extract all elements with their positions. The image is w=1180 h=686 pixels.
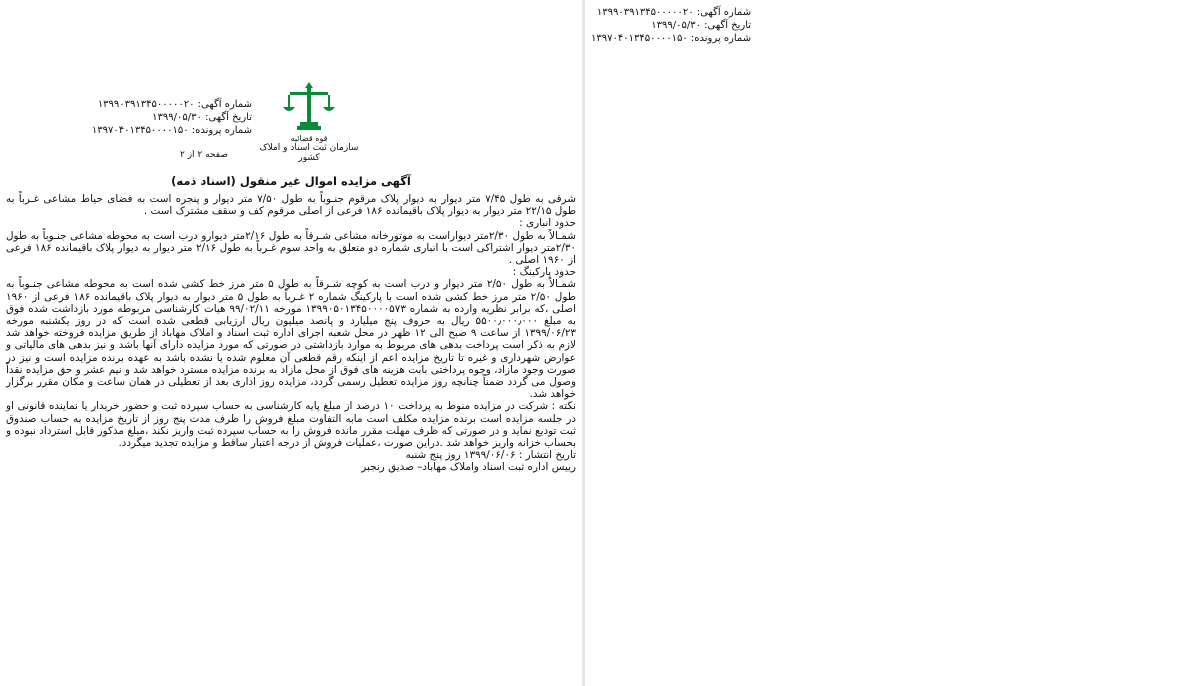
paragraph: نکته : شرکت در مزایده منوط به پرداخت ۱۰ درصد از مبلغ پایه کارشناسی به حساب سپرده ثبت و حضور خریدار یا نماینده قانونی او در جلسه مزایده است برنده مزایده مکلف است مابه التفاوت مبلغ فروش را ظرف مدت پنج روز از تاریخ مزایده به حساب صندوق ثبت تودیع نماید و در صورتی که ظرف مهلت مقرر مانده فروش را به حساب سپرده ثبت واریز نکند ،مبلغ مذکور قابل استرداد نبوده و بحساب خزانه واریز خواهد شد .دراین صورت ،عملیات فروش از درجه اعتبار ساقط و مزایده تجدید میگردد. — [6, 400, 576, 450]
notice-title: آگهی مزایده اموال غیر منقول (اسناد ذمه) — [171, 174, 411, 188]
paragraph: حدود انباری : — [519, 217, 576, 230]
paragraph: شمـالاً به طول ۲/۵۰ متر دیوار و درب است به کوچه شـرقاً به طول ۵ متر مرز خط کشی شده است به محوطه مشاعی جنـوباً به طول ۲/۵۰ متر مرز خط کشی شده است با پارکینگ شماره ۲ غـرباً به طول ۵ متر دیوار به دیوار پلاک باقیمانده ۱۸۶ فرعی از ۱۹۶۰ اصلی ،که برابر نظریه وارده به شماره ۱۳۹۹۰۵۰۱۳۴۵۰۰۰۰۵۷۳ مورخه ۹۹/۰۲/۱۱ هیات کارشناسی مربوطه مورد بازداشت شده فوق به مبلغ ۵۵۰۰٫۰۰۰٫۰۰۰ ریال به حروف پنج میلیارد و پانصد میلیون ریال ارزیابی قطعی شده است که در روز یکشنبه مورخه ۱۳۹۹/۰۶/۲۳ از ساعت ۹ صبح الی ۱۲ ظهر در محل شعبه اجرای اداره ثبت اسناد و املاک مهاباد از طریق مزایده فروخته خواهد شد لازم به ذکر است پرداخت بدهی های مربوط به موارد بازداشتی در صورتی که مورد مزایده دارای آنها باشد و نیز بدهی های مالیاتی و عوارض شهرداری و غیره تا تاریخ مزایده اعم از اینکه رقم قطعی آن معلوم شده یا نشده باشد به عهده برنده مزایده است و نیز در صورت وجود مازاد، وجوه پرداختی بابت هزینه های فوق از محل مازاد به برنده مزایده مسترد خواهد شد و نیم عشر و حق مزایده نقداً وصول می گردد ضمناً چنانچه روز مزایده تعطیل رسمی گردد، مزایده روز اداری بعد از تعطیلی در همان ساعت و مکان مقرر برگزار خواهد شد. — [6, 278, 576, 401]
file-number: شماره پرونده: ۱۳۹۷۰۴۰۱۳۴۵۰۰۰۰۱۵۰ — [91, 125, 252, 136]
paragraph: تاریخ انتشار : ۱۳۹۹/۰۶/۰۶ روز پنج شنبه — [405, 449, 576, 462]
ad-meta — [92, 98, 252, 137]
paragraph: شمـالاً به طول ۲/۳۰متر دیواراست به موتورخانه مشاعی شـرقاً به طول ۲/۱۶متر دیوارو درب است به محوطه مشاعی جنـوباً به طول ۲/۳۰متر دیوار اشتراکی است با انباری شماره دو متعلق به واحد سوم غـرباً به طول ۲/۱۶ متر دیوار به دیوار پلاک باقیمانده ۱۸۶ فرعی از ۱۹۶۰ اصلی . — [6, 229, 576, 267]
ad-date: تاریخ آگهی: ۱۳۹۹/۰۵/۳۰ — [651, 20, 752, 31]
judiciary-emblem — [254, 82, 364, 163]
paragraph: حدود پارکینگ : — [512, 266, 576, 279]
judiciary-label: قوه قضائیه — [290, 134, 328, 143]
page-1-content — [585, 0, 1180, 686]
page-number: صفحه ۲ از ۲ — [180, 150, 228, 160]
ad-number: شماره آگهی: ۱۳۹۹۰۳۹۱۳۴۵۰۰۰۰۰۲۰ — [596, 7, 752, 18]
scales-emblem-icon — [282, 82, 336, 134]
paragraph: رییس اداره ثبت اسناد واملاک مهاباد– صدیق رنجبر — [361, 461, 576, 474]
paragraph: شرقی به طول ۷/۴۵ متر دیوار به دیوار پلاک مرقوم جنـوباً به طول ۷/۵۰ متر دیوار و پنجره است به فضای حیاط مشاعی غـرباً به طول ۲۲/۱۵ متر دیوار به دیوار پلاک باقیمانده ۱۸۶ فرعی از اصلی مرقوم کف و سقف مشترک است . — [6, 193, 576, 218]
ad-date: تاریخ آگهی: ۱۳۹۹/۰۵/۳۰ — [152, 112, 252, 123]
org-name: سازمان ثبت اسناد و املاک کشور — [259, 143, 359, 163]
page-2 — [0, 0, 582, 686]
notice-body — [6, 193, 576, 474]
file-number: شماره پرونده: ۱۳۹۷۰۴۰۱۳۴۵۰۰۰۰۱۵۰ — [591, 33, 752, 44]
ad-number: شماره آگهی: ۱۳۹۹۰۳۹۱۳۴۵۰۰۰۰۰۲۰ — [97, 99, 252, 110]
